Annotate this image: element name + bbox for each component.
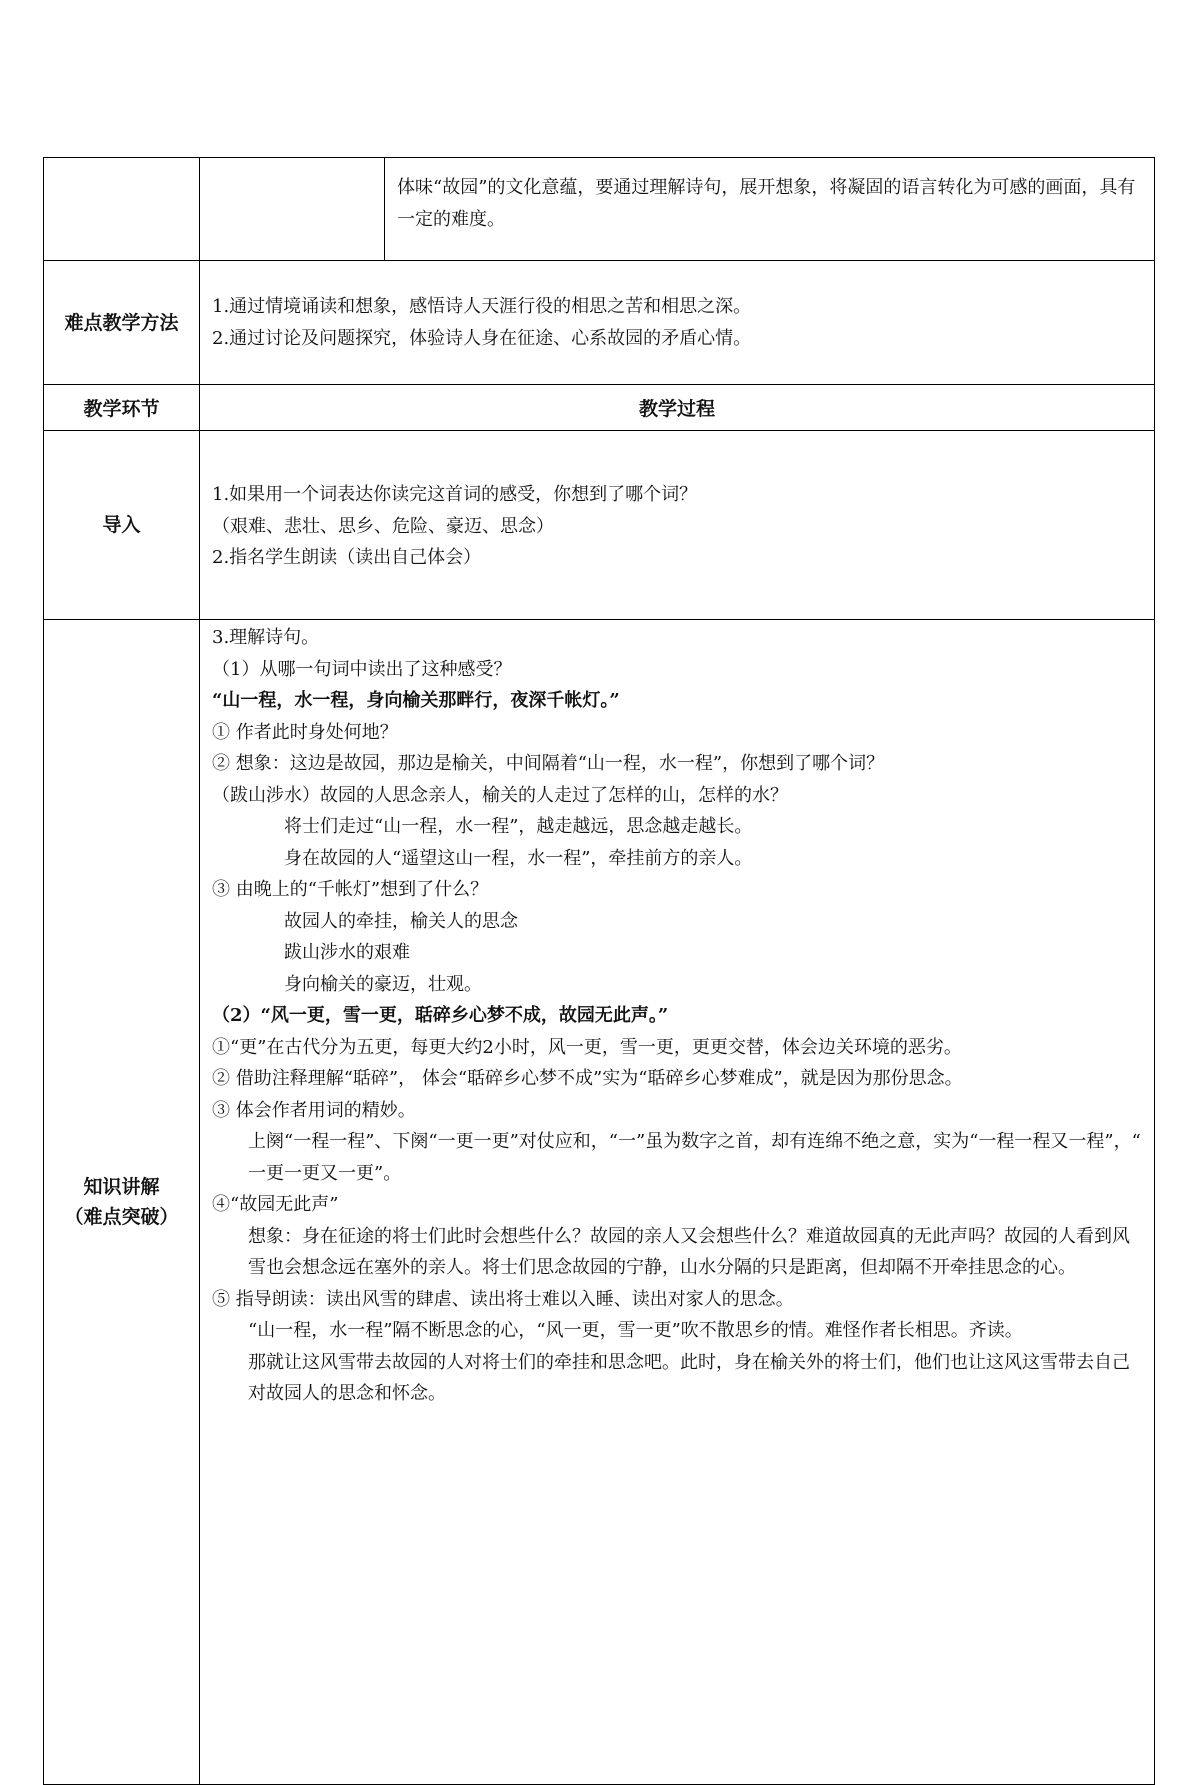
knowledge-line: 将士们走过“山一程，水一程”，越走越远，思念越走越长。 [284, 816, 753, 837]
knowledge-content [200, 620, 1155, 1785]
intro-line-1: 1.如果用一个词表达你读完这首词的感受，你想到了哪个词？ [212, 484, 698, 505]
lesson-plan-table [43, 157, 1155, 1785]
knowledge-line: （跋山涉水）故园的人思念亲人，榆关的人走过了怎样的山，怎样的水？ [212, 784, 788, 806]
methods-label: 难点教学方法 [44, 261, 200, 385]
header-stage: 教学环节 [44, 385, 200, 431]
methods-item-1: 1.通过情境诵读和想象，感悟诗人天涯行役的相思之苦和相思之深。 [212, 296, 752, 317]
knowledge-line: 身在故园的人“遥望这山一程，水一程”，牵挂前方的亲人。 [284, 847, 753, 869]
knowledge-line: 跋山涉水的艰难 [284, 942, 410, 963]
continuation-label-cell [44, 158, 200, 261]
methods-row [44, 261, 1155, 385]
intro-line-2: （艰难、悲壮、思乡、危险、豪迈、思念） [212, 515, 554, 537]
intro-line-3: 2.指名学生朗读（读出自己体会） [212, 547, 482, 568]
knowledge-line: 想象：身在征途的将士们此时会想些什么？故园的亲人又会想些什么？难道故园真的无此声吗？故园的人看到风雪也会想念远在塞外的亲人。将士们思念故园的宁静，山水分隔的只是距离，但却隔不开牵挂思念的心。 [248, 1225, 1130, 1278]
knowledge-line: ③ 由晚上的“千帐灯”想到了什么？ [212, 879, 489, 900]
knowledge-line: ① 作者此时身处何地？ [212, 721, 398, 743]
knowledge-line: 上阕“一程一程”、下阕“一更一更”对仗应和，“一”虽为数字之首，却有连绵不绝之意，实为“一程一程又一程”，“ 一更一更又一更”。 [248, 1131, 1141, 1184]
knowledge-line: ⑤ 指导朗读：读出风雪的肆虐、读出将士难以入睡、读出对家人的思念。 [212, 1288, 794, 1310]
knowledge-line: （1）从哪一句词中读出了这种感受？ [212, 658, 512, 680]
knowledge-lines [212, 622, 1142, 1410]
continuation-text: 体味“故园”的文化意蕴，要通过理解诗句，展开想象，将凝固的语言转化为可感的画面，具有一定的难度。 [397, 177, 1136, 230]
knowledge-line: 故园人的牵挂，榆关人的思念 [284, 910, 518, 932]
intro-content [200, 431, 1155, 620]
knowledge-line: 3.理解诗句。 [212, 627, 320, 648]
intro-label: 导入 [44, 431, 200, 620]
continuation-sub-cell [200, 158, 385, 261]
knowledge-label-line1: 知识讲解 [83, 1176, 160, 1198]
header-process: 教学过程 [200, 385, 1155, 431]
knowledge-row [44, 620, 1155, 1785]
methods-content [200, 261, 1155, 385]
knowledge-line: ③ 体会作者用词的精妙。 [212, 1099, 416, 1121]
continuation-text-cell [385, 158, 1155, 261]
methods-item-2: 2.通过讨论及问题探究，体验诗人身在征途、心系故园的矛盾心情。 [212, 327, 752, 349]
knowledge-line: ② 想象：这边是故园，那边是榆关，中间隔着“山一程，水一程”，你想到了哪个词？ [212, 753, 885, 774]
section-header-row [44, 385, 1155, 431]
knowledge-label [44, 620, 200, 1785]
knowledge-line: “山一程，水一程”隔不断思念的心，“风一更，雪一更”吹不散思乡的情。难怪作者长相思。齐读。 [248, 1320, 1023, 1341]
knowledge-line: ④“故园无此声” [212, 1194, 339, 1215]
intro-row [44, 431, 1155, 620]
knowledge-line: 身向榆关的豪迈，壮观。 [284, 973, 482, 995]
continuation-row [44, 158, 1155, 261]
knowledge-line: ①“更”在古代分为五更，每更大约2小时，风一更，雪一更，更更交替，体会边关环境的恶劣。 [212, 1036, 962, 1058]
knowledge-label-line2: （难点突破） [64, 1206, 179, 1228]
knowledge-line: 那就让这风雪带去故园的人对将士们的牵挂和思念吧。此时，身在榆关外的将士们，他们也让这风这雪带去自己对故园人的思念和怀念。 [248, 1351, 1130, 1404]
knowledge-line: （2）“风一更，雪一更，聒碎乡心梦不成，故园无此声。” [212, 1005, 669, 1026]
knowledge-line: “山一程，水一程，身向榆关那畔行，夜深千帐灯。” [212, 690, 620, 711]
knowledge-line: ② 借助注释理解“聒碎”， 体会“聒碎乡心梦不成”实为“聒碎乡心梦难成”，就是因为那份思念。 [212, 1068, 963, 1089]
